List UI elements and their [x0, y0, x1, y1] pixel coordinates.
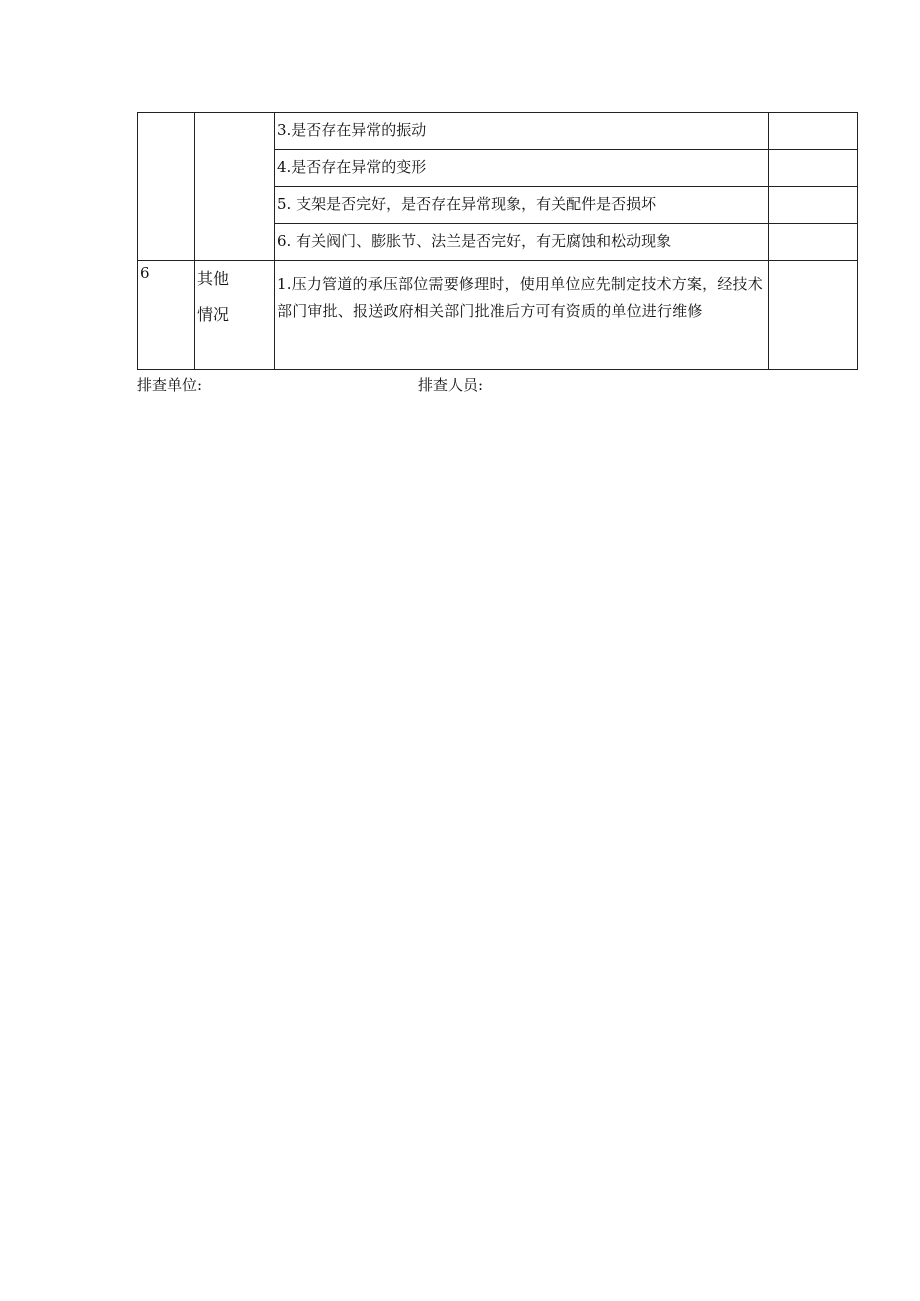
result-cell: [769, 261, 858, 370]
check-item-cell: [275, 113, 769, 150]
table-row: [138, 113, 858, 150]
result-cell: [769, 187, 858, 224]
table-row-section-6: [138, 261, 858, 370]
inspection-unit-label: 排查单位:: [137, 376, 203, 394]
check-item-text: 4.是否存在异常的变形: [277, 158, 427, 176]
check-item-text: 6. 有关阀门、膨胀节、法兰是否完好，有无腐蚀和松动现象: [277, 232, 672, 250]
check-item-cell: [275, 261, 769, 370]
check-item-cell: [275, 187, 769, 224]
section-number: 6: [140, 264, 150, 282]
number-cell-continued: [138, 113, 195, 261]
inspection-staff-label: 排查人员:: [418, 376, 484, 394]
category-line-2: 情况: [197, 305, 230, 324]
check-item-cell: [275, 224, 769, 261]
check-item-text: 3.是否存在异常的振动: [277, 121, 427, 139]
category-cell-continued: [195, 113, 275, 261]
check-item-text: 5. 支架是否完好，是否存在异常现象，有关配件是否损坏: [277, 195, 657, 213]
result-cell: [769, 224, 858, 261]
check-item-cell: [275, 150, 769, 187]
category-line-1: 其他: [197, 269, 230, 288]
result-cell: [769, 113, 858, 150]
check-item-text: 1.压力管道的承压部位需要修理时，使用单位应先制定技术方案，经技术部门审批、报送政府相关部门批准后方可有资质的单位进行维修: [277, 275, 763, 320]
category-cell: [195, 261, 275, 370]
number-cell: [138, 261, 195, 370]
result-cell: [769, 150, 858, 187]
inspection-table: [137, 112, 858, 370]
